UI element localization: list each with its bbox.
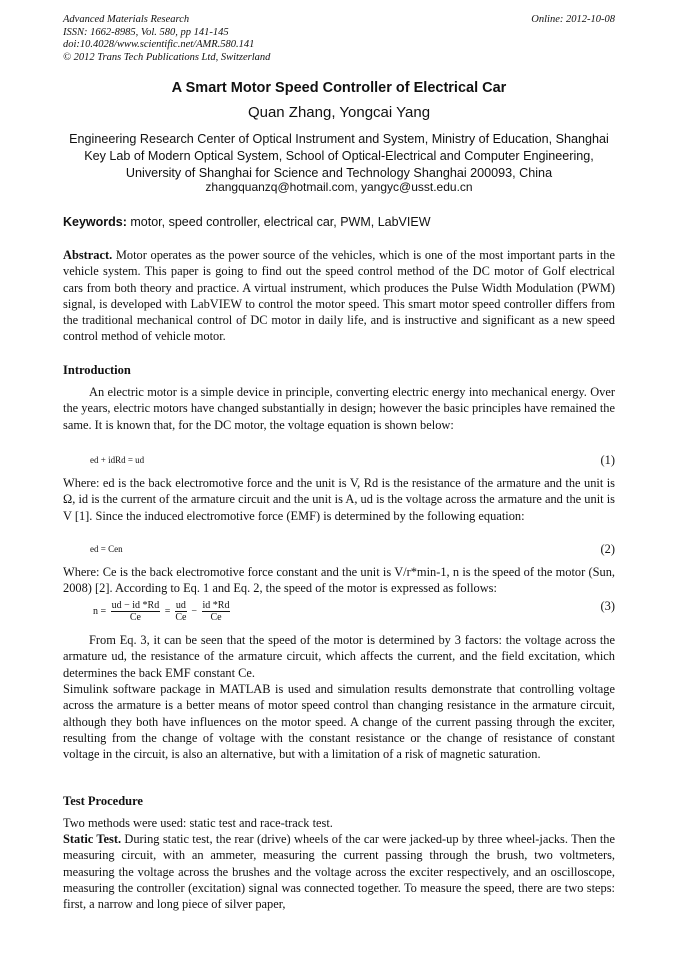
intro-paragraph-5: Simulink software package in MATLAB is used and simulation results demonstrate that controlling voltage across the armature is a better means of motor speed control than changing resistance in the armature circuit, although they both have influences on the motor speed. A change of the current passing through the exciter, resulting from the change of voltage with the constant resistance or the change of resistance of constant voltage in the circuit, is also an alternative, but with a limitation of a risk of magnetic saturation. (63, 682, 615, 762)
intro-paragraph-3: Where: Ce is the back electromotive force constant and the unit is V/r*min-1, n is the speed of the motor (Sun, 2008) [2]. According to Eq. 1 and Eq. 2, the speed of the motor is expressed as follows: (63, 565, 615, 596)
fraction-numerator: ud − id *Rd (111, 600, 160, 611)
test-paragraph-1: Two methods were used: static test and race-track test. (63, 816, 333, 830)
fraction-denominator: Ce (175, 612, 187, 623)
equation-3-number-row (63, 601, 615, 621)
equation-2-number: (2) (600, 542, 615, 556)
keywords-text: motor, speed controller, electrical car, PWM, LabVIEW (126, 215, 431, 229)
paper-authors: Quan Zhang, Yongcai Yang (247, 104, 431, 121)
section-heading-introduction: Introduction (63, 363, 131, 377)
intro-paragraph-2: Where: ed is the back electromotive force and the unit is V, Rd is the resistance of the armature and the unit is Ω, id is the current of the armature circuit and the unit is A, ud is the voltage across the armature and the unit is V [1]. Since the induced electromotive force (EMF) is determined by the following equation: (63, 476, 615, 523)
fraction-numerator: id *Rd (202, 600, 230, 611)
keywords-label: Keywords: (63, 215, 127, 229)
keywords (63, 215, 615, 229)
intro-paragraph-4: From Eq. 3, it can be seen that the speed of the motor is determined by 3 factors: the voltage across the armature ud, the resistance of the armature circuit, which affects the current, and the field excitation, which determines the back EMF constant Ce. (63, 633, 615, 680)
abstract-text: Motor operates as the power source of the vehicles, which is one of the most important parts in the vehicle system. This paper is going to find out the speed control method of the DC motor of Golf electrical cars from both theory and practice. A virtual instrument, which produces the Pulse Width Modulation (PWM) signal, is developed with LabVIEW to control the motor speed. This smart motor speed controller differs from the traditional mechanical control of DC motor in daily life, and is instructive and significant as a new speed control method of vehicle motor. (63, 248, 615, 344)
fraction-numerator: ud (175, 600, 186, 611)
equation-3-number: (3) (600, 599, 615, 613)
abstract (63, 247, 615, 345)
equation-1-expression: ed + idRd = ud (90, 455, 145, 465)
static-test-label: Static Test. (63, 832, 122, 846)
equation-3-minus: − (191, 606, 198, 617)
equation-2 (63, 544, 615, 564)
equation-1 (63, 455, 615, 475)
static-test-text: During static test, the rear (drive) wheels of the car were jacked-up by three wheel-jacks. Then the measuring circuit, with an ammeter, measuring the current passing through the brush, two voltmeters, measuring the voltage across the brushes and the voltage across the exciter respectively, and an oscilloscope, measuring the controller (excitation) signal was connected together. To measure the speed, there are two steps: first, a narrow and long piece of silver paper, (63, 832, 615, 912)
online-date: Online: 2012-10-08 (531, 14, 615, 25)
affiliation-line: University of Shanghai for Science and Technology Shanghai 200093, China (125, 166, 553, 180)
copyright-line: © 2012 Trans Tech Publications Ltd, Switzerland (63, 51, 271, 63)
affiliation (60, 131, 618, 182)
intro-paragraph-1: An electric motor is a simple device in principle, converting electric energy into mechanical energy. Over the years, electric motors have changed substantially in design; however the basic principles have remained the same. It is known that, for the DC motor, the voltage equation is shown below: (63, 385, 615, 432)
affiliation-line: Key Lab of Modern Optical System, School of Optical-Electrical and Computer Engineering, (84, 149, 594, 163)
static-test-paragraph (63, 831, 615, 912)
abstract-label: Abstract. (63, 248, 113, 262)
journal-name: Advanced Materials Research (63, 14, 190, 25)
fraction-denominator: Ce (129, 612, 141, 623)
author-emails: zhangquanzq@hotmail.com, yangyc@usst.edu.cn (205, 180, 473, 194)
affiliation-line: Engineering Research Center of Optical Instrument and System, Ministry of Education, Shanghai (69, 132, 609, 146)
equation-1-number: (1) (600, 453, 615, 467)
equation-2-expression: ed = Cen (90, 544, 123, 554)
section-heading-test-procedure: Test Procedure (63, 794, 143, 808)
equation-3-equals: = (164, 606, 171, 617)
paper-title: A Smart Motor Speed Controller of Electrical Car (171, 80, 507, 96)
fraction-denominator: Ce (210, 612, 222, 623)
issn-line: ISSN: 1662-8985, Vol. 580, pp 141-145 (63, 26, 229, 38)
doi-line: doi:10.4028/www.scientific.net/AMR.580.141 (63, 39, 255, 51)
equation-3-lhs: n = (93, 606, 107, 617)
journal-header (63, 14, 615, 64)
